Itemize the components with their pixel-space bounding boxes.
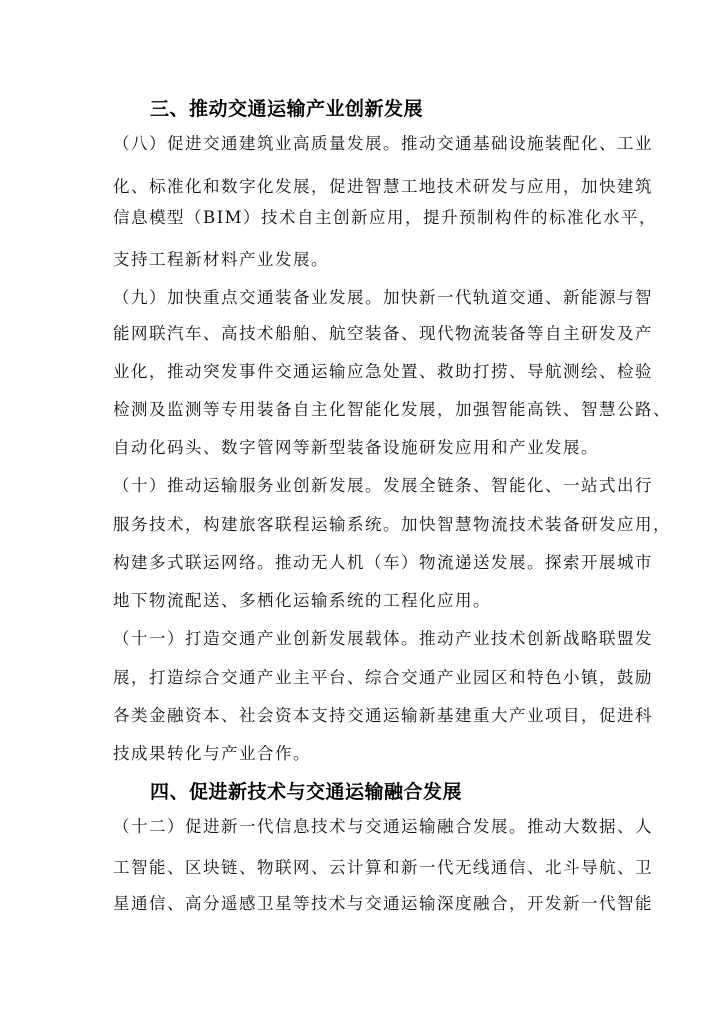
text-line: 自动化码头、数字管网等新型装备设施研发应用和产业发展。 <box>113 438 599 457</box>
text-line: （八）促进交通建筑业高质量发展。推动交通基础设施装配化、工业 <box>113 134 653 153</box>
section-heading-4: 四、促进新技术与交通运输融合发展 <box>150 781 463 803</box>
text-line: 业化，推动突发事件交通运输应急处置、救助打捞、导航测绘、检验 <box>113 362 653 381</box>
text-line: 化、标准化和数字化发展，促进智慧工地技术研发与应用，加快建筑 <box>113 177 653 196</box>
text-line: 技成果转化与产业合作。 <box>113 744 311 763</box>
text-line: 星通信、高分遥感卫星等技术与交通运输深度融合，开发新一代智能 <box>113 894 653 913</box>
text-line: （十一）打造交通产业创新发展载体。推动产业技术创新战略联盟发 <box>113 629 653 648</box>
text-line: 支持工程新材料产业发展。 <box>113 250 329 269</box>
text-line: 能网联汽车、高技术船舶、航空装备、现代物流装备等自主研发及产 <box>113 324 653 343</box>
text-line: 信息模型（BIM）技术自主创新应用，提升预制构件的标准化水平， <box>113 208 658 227</box>
text-line: 各类金融资本、社会资本支持交通运输新基建重大产业项目，促进科 <box>113 706 653 725</box>
text-line: 展，打造综合交通产业主平台、综合交通产业园区和特色小镇，鼓励 <box>113 668 653 687</box>
text-line: 地下物流配送、多栖化运输系统的工程化应用。 <box>113 591 491 610</box>
text-line: 工智能、区块链、物联网、云计算和新一代无线通信、北斗导航、卫 <box>113 858 653 877</box>
text-line: （九）加快重点交通装备业发展。加快新一代轨道交通、新能源与智 <box>113 288 653 307</box>
text-line: 服务技术，构建旅客联程运输系统。加快智慧物流技术装备研发应用， <box>113 515 671 534</box>
text-line: （十）推动运输服务业创新发展。发展全链条、智能化、一站式出行 <box>113 476 653 495</box>
text-line: （十二）促进新一代信息技术与交通运输融合发展。推动大数据、人 <box>113 817 653 836</box>
text-line: 构建多式联运网络。推动无人机（车）物流递送发展。探索开展城市 <box>113 553 653 572</box>
section-heading-3: 三、推动交通运输产业创新发展 <box>150 98 424 120</box>
text-line: 检测及监测等专用装备自主化智能化发展，加强智能高铁、智慧公路、 <box>113 400 671 419</box>
